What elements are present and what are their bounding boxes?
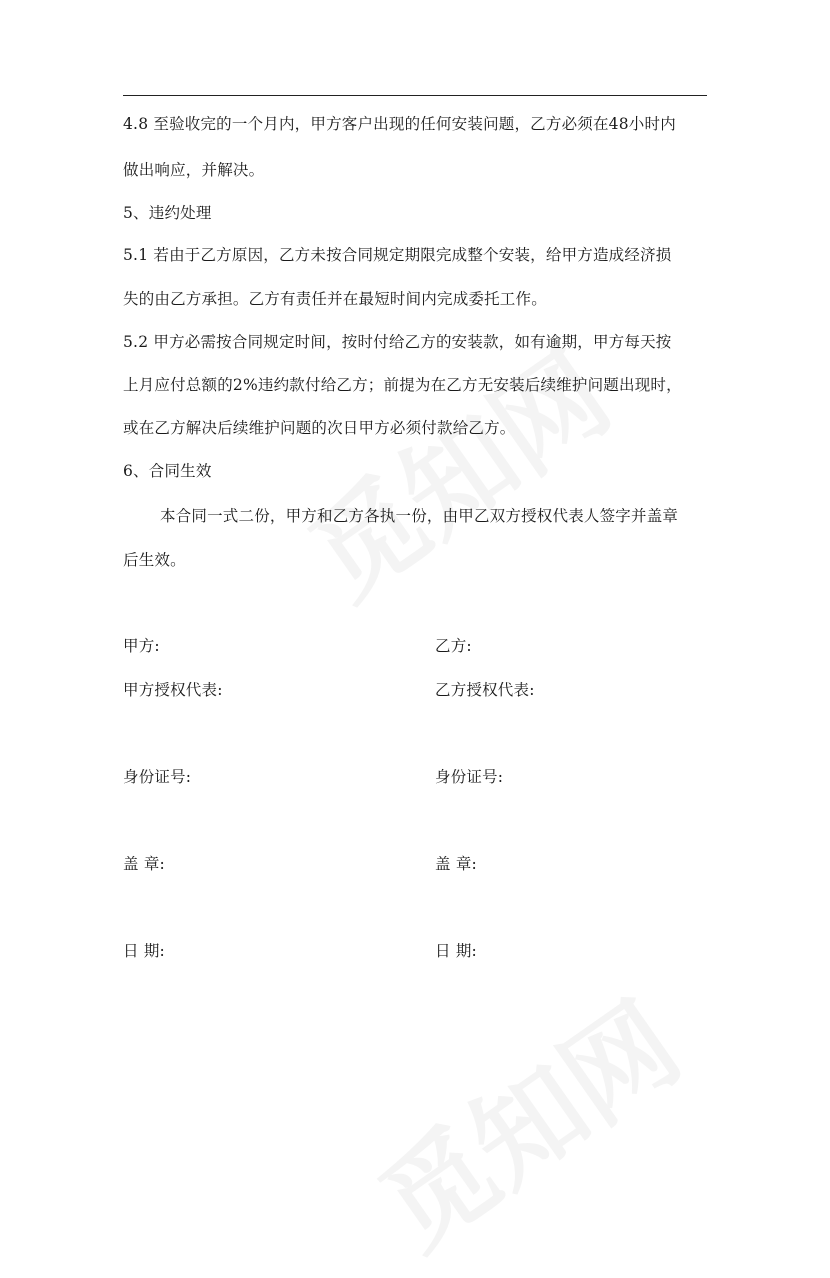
header-rule [123,95,707,96]
clause-5-1-line-1: 5.1 若由于乙方原因，乙方未按合同规定期限完成整个安装，给甲方造成经济损 [123,246,672,264]
section-6-heading: 6、合同生效 [123,462,212,480]
party-b-seal-label: 盖 章: [435,855,477,873]
clause-5-2-line-1: 5.2 甲方必需按合同规定时间，按时付给乙方的安装款，如有逾期，甲方每天按 [123,333,672,351]
party-b-label: 乙方: [435,637,472,655]
clause-4-8-line-1: 4.8 至验收完的一个月内，甲方客户出现的任何安装问题，乙方必须在48小时内 [123,115,676,133]
clause-4-8-line-2: 做出响应，并解决。 [123,161,265,179]
party-b-date-label: 日 期: [435,942,477,960]
party-a-date-label: 日 期: [123,942,165,960]
watermark [345,960,706,1278]
section-6-text-line-2: 后生效。 [123,551,186,569]
clause-5-2-line-2: 上月应付总额的2%违约款付给乙方；前提为在乙方无安装后续维护问题出现时， [123,376,682,394]
party-a-label: 甲方: [123,637,160,655]
clause-5-2-line-3: 或在乙方解决后续维护问题的次日甲方必须付款给乙方。 [123,419,516,437]
section-5-heading: 5、违约处理 [123,204,212,222]
party-a-seal-label: 盖 章: [123,855,165,873]
party-a-representative-label: 甲方授权代表: [123,681,223,699]
party-b-representative-label: 乙方授权代表: [435,681,535,699]
party-b-id-number-label: 身份证号: [435,768,504,786]
party-a-id-number-label: 身份证号: [123,768,192,786]
clause-5-1-line-2: 失的由乙方承担。乙方有责任并在最短时间内完成委托工作。 [123,290,547,308]
watermark [275,310,636,629]
section-6-text-line-1: 本合同一式二份，甲方和乙方各执一份，由甲乙双方授权代表人签字并盖章 [160,507,679,525]
